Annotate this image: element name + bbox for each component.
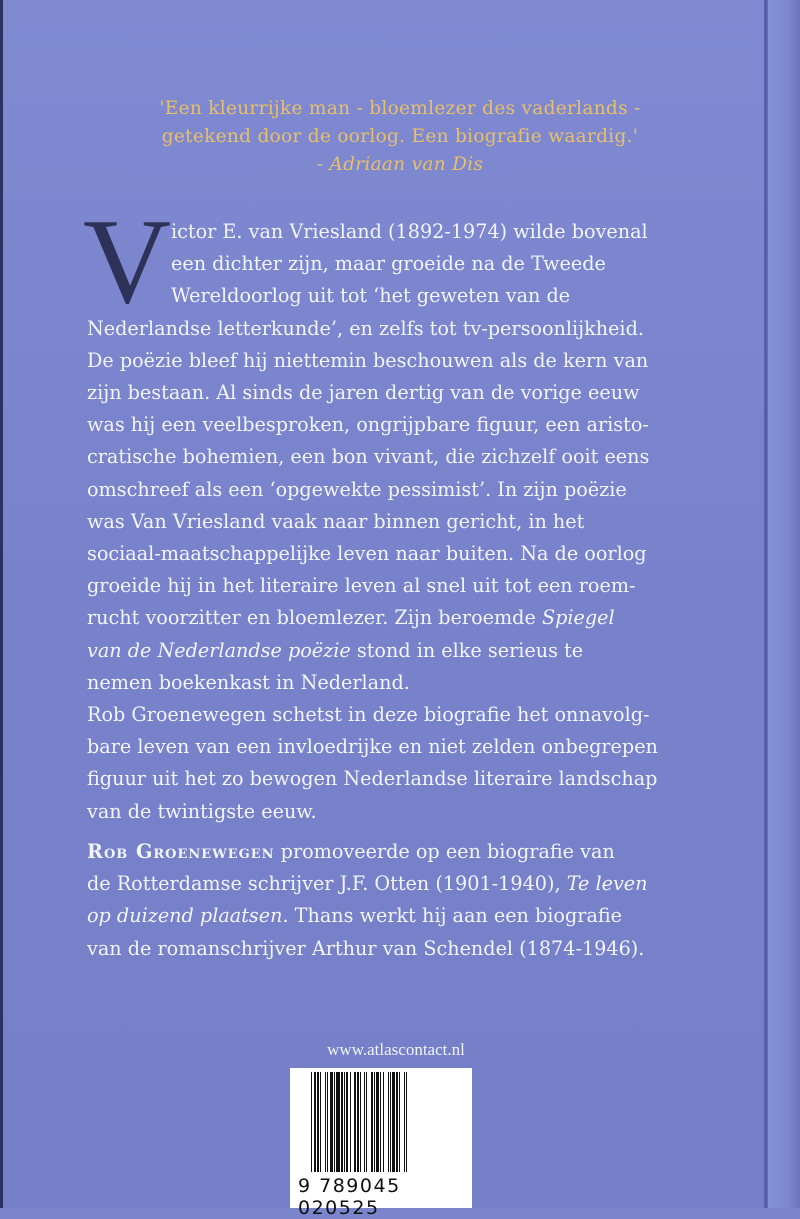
blurb-line bbox=[87, 602, 707, 634]
blurb-line: was Van Vriesland vaak naar binnen gericht, in het bbox=[87, 509, 585, 533]
blurb-text: rucht voorzitter en bloemlezer. Zijn beroemde bbox=[87, 606, 536, 630]
blurb-text: stond in elke serieus te bbox=[356, 638, 584, 662]
blurb-line: ictor E. van Vriesland (1892-1974) wilde bovenal bbox=[171, 220, 648, 243]
book-title-italic: van de Nederlandse poëzie bbox=[87, 638, 351, 662]
bio-line bbox=[87, 900, 707, 932]
blurb-line: zijn bestaan. Al sinds de jaren dertig van de vorige eeuw bbox=[87, 381, 640, 405]
blurb bbox=[83, 194, 707, 828]
blurb-line: omschreef als een ‘opgewekte pessimist’. In zijn poëzie bbox=[87, 477, 627, 501]
bio-text: promoveerde op een biografie van bbox=[280, 840, 615, 863]
bio-line bbox=[87, 868, 707, 900]
bio-line bbox=[87, 836, 707, 868]
blurb-line: figuur uit het zo bewogen Nederlandse literaire landschap bbox=[87, 767, 658, 791]
author-name: Rob Groenewegen bbox=[87, 840, 275, 863]
book-title-italic: op duizend plaatsen bbox=[87, 904, 283, 928]
blurb-line: sociaal-maatschappelijke leven naar buiten. Na de oorlog bbox=[87, 542, 647, 566]
blurb-line bbox=[87, 635, 707, 667]
blurb-line: Rob Groenewegen schetst in deze biografie het onnavolg- bbox=[87, 703, 650, 727]
blurb-line: van de twintigste eeuw. bbox=[87, 799, 317, 823]
drop-cap: V bbox=[83, 194, 172, 329]
bio-text: de Rotterdamse schrijver J.F. Otten (1901-1940), bbox=[87, 872, 561, 896]
quote-line: getekend door de oorlog. Een biografie waardig.' bbox=[161, 126, 639, 147]
blurb-line: was hij een veelbesproken, ongrijpbare figuur, een aristo- bbox=[87, 413, 649, 437]
quote-line: 'Een kleurrijke man - bloemlezer des vaderlands - bbox=[159, 98, 641, 119]
publisher-url: www.atlascontact.nl bbox=[327, 1040, 465, 1059]
isbn-number: 9 789045 020525 bbox=[298, 1175, 401, 1219]
blurb-line: De poëzie bleef hij niettemin beschouwen als de kern van bbox=[87, 348, 649, 372]
quote-attribution: - Adriaan van Dis bbox=[316, 154, 484, 175]
blurb-line: bare leven van een invloedrijke en niet zelden onbegrepen bbox=[87, 735, 658, 759]
author-bio bbox=[87, 836, 707, 965]
blurb-line: een dichter zijn, maar groeide na de Tweede bbox=[171, 252, 606, 276]
endorsement-quote bbox=[100, 95, 700, 179]
cover-left-edge bbox=[0, 0, 3, 1208]
bio-text: . Thans werkt hij aan een biografie bbox=[282, 904, 623, 928]
blurb-line: cratische bohemien, een bon vivant, die zichzelf ooit eens bbox=[87, 445, 650, 469]
spine-edge bbox=[768, 0, 800, 1208]
barcode-bar bbox=[407, 1072, 409, 1172]
blurb-line: Nederlandse letterkunde’, en zelfs tot tv-persoonlijkheid. bbox=[87, 316, 644, 340]
isbn-barcode bbox=[290, 1068, 472, 1219]
barcode-bars bbox=[311, 1072, 451, 1172]
blurb-line: Wereldoorlog uit tot ‘het geweten van de bbox=[171, 284, 571, 308]
bio-line: van de romanschrijver Arthur van Schendel (1874-1946). bbox=[87, 936, 645, 960]
blurb-line: groeide hij in het literaire leven al snel uit tot een roem- bbox=[87, 574, 636, 598]
book-title-italic: Te leven bbox=[566, 872, 648, 896]
blurb-line: nemen boekenkast in Nederland. bbox=[87, 670, 410, 694]
book-title-italic: Spiegel bbox=[541, 606, 615, 630]
